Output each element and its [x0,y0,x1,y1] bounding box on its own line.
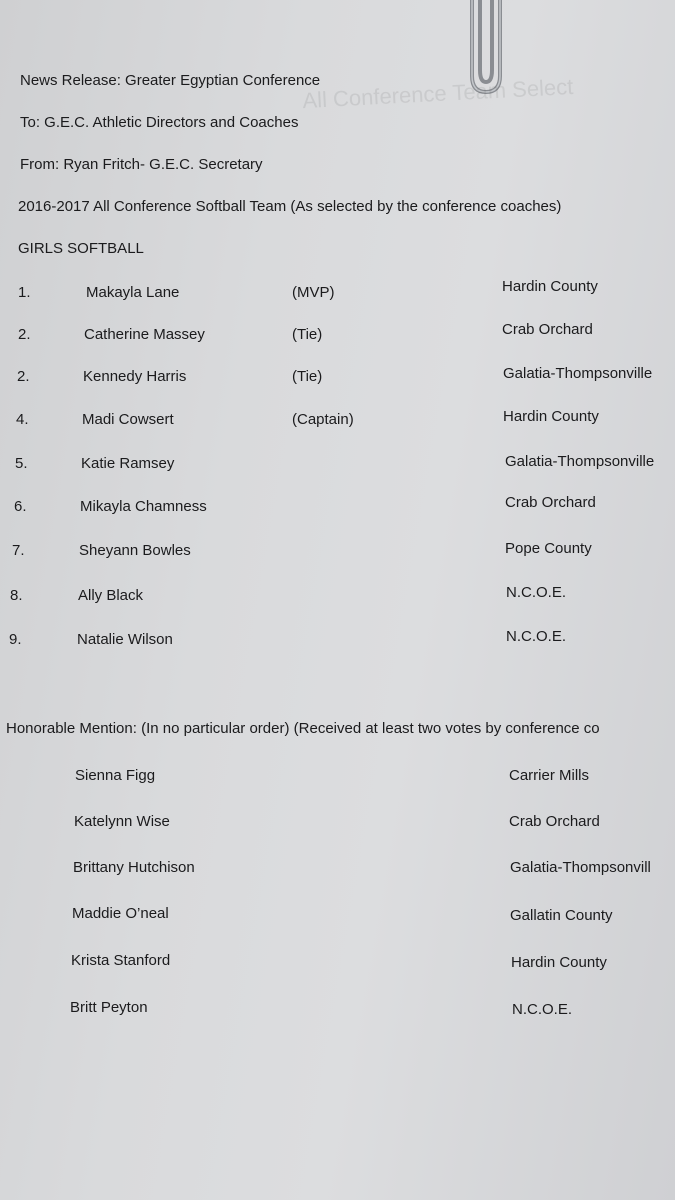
rank: 4. [16,411,29,428]
player-note: (Tie) [292,326,323,343]
rank: 8. [10,587,23,604]
school-name: Gallatin County [510,907,613,924]
rank: 9. [9,631,22,648]
school-name: N.C.O.E. [506,584,567,601]
honorable-mention-row [0,859,675,881]
school-name: Crab Orchard [505,494,596,511]
to-line: To: G.E.C. Athletic Directors and Coaches [20,114,299,131]
player-name: Krista Stanford [71,952,171,969]
honorable-mention-row [0,952,675,974]
team-row [0,584,675,609]
document-title: 2016-2017 All Conference Softball Team (As selected by the conference coaches) [18,198,562,215]
team-row [0,494,675,520]
school-name: Carrier Mills [509,767,589,784]
school-name: N.C.O.E. [506,628,567,645]
player-name: Brittany Hutchison [73,859,195,876]
school-name: Crab Orchard [502,321,593,338]
player-name: Katie Ramsey [81,455,175,472]
school-name: N.C.O.E. [512,1001,573,1018]
player-name: Mikayla Chamness [80,498,207,515]
section-heading: GIRLS SOFTBALL [18,240,144,257]
player-note: (Captain) [292,411,354,428]
player-name: Sienna Figg [75,767,156,784]
player-note: (MVP) [292,284,335,301]
player-name: Britt Peyton [70,999,148,1016]
school-name: Hardin County [503,408,599,425]
player-name: Sheyann Bowles [79,542,191,559]
honorable-mention-heading: Honorable Mention: (In no particular order) (Received at least two votes by conference co [6,720,600,737]
bleed-through-text: All Conference Team Select [301,73,574,114]
school-name: Galatia-Thompsonville [503,365,653,382]
honorable-mention-row [0,767,675,789]
rank: 7. [12,542,25,559]
rank: 1. [18,284,31,301]
school-name: Hardin County [502,278,598,295]
honorable-mention-row [0,905,675,927]
player-name: Natalie Wilson [77,631,173,648]
player-note: (Tie) [292,368,323,385]
rank: 2. [18,326,31,343]
rank: 6. [14,498,27,515]
player-name: Katelynn Wise [74,813,170,830]
player-name: Ally Black [78,587,144,604]
team-row [0,408,675,433]
from-line: From: Ryan Fritch- G.E.C. Secretary [20,156,263,173]
rank: 5. [15,455,28,472]
school-name: Galatia-Thompsonvill [510,859,651,876]
school-name: Crab Orchard [509,813,600,830]
player-name: Kennedy Harris [83,368,187,385]
player-name: Makayla Lane [86,284,180,301]
team-row [0,455,675,477]
paperclip-icon [458,0,508,100]
team-row [0,321,675,348]
team-row [0,278,675,306]
honorable-mention-row [0,999,675,1021]
player-name: Maddie O’neal [72,905,169,922]
team-row [0,365,675,390]
school-name: Hardin County [511,954,607,971]
school-name: Galatia-Thompsonville [505,453,655,470]
school-name: Pope County [505,540,592,557]
news-release-line: News Release: Greater Egyptian Conference [20,72,321,89]
team-row [0,628,675,653]
rank: 2. [17,368,30,385]
player-name: Catherine Massey [84,326,205,343]
player-name: Madi Cowsert [82,411,174,428]
honorable-mention-row [0,813,675,835]
team-row [0,542,675,564]
